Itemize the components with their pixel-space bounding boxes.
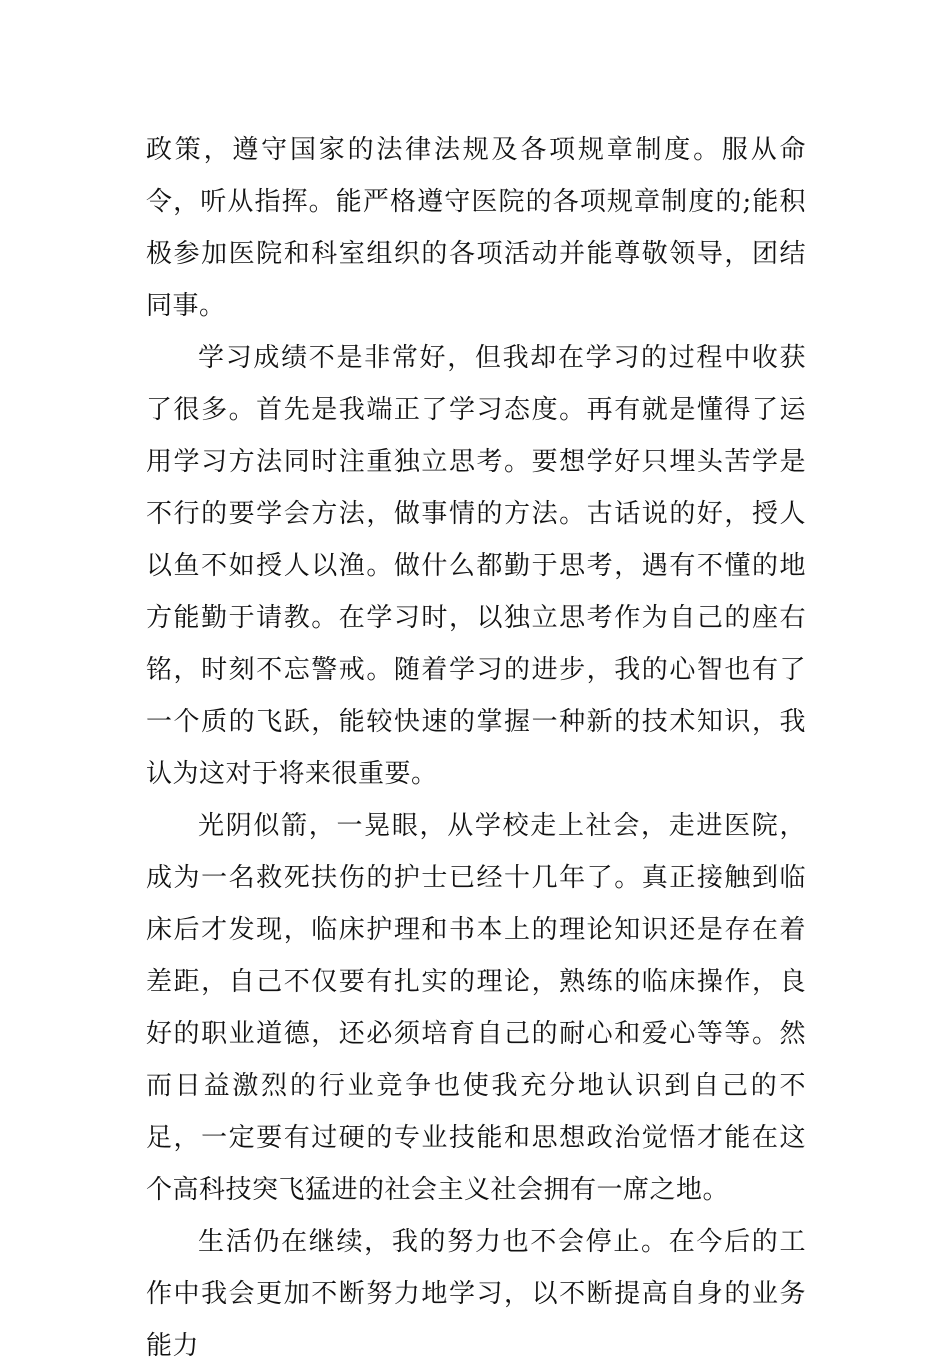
- paragraph-2: 学习成绩不是非常好，但我却在学习的过程中收获了很多。首先是我端正了学习态度。再有就是懂得了运用学习方法同时注重独立思考。要想学好只埋头苦学是不行的要学会方法，做事情的方法。古话说的好，授人以鱼不如授人以渔。做什么都勤于思考，遇有不懂的地方能勤于请教。在学习时，以独立思考作为自己的座右铭，时刻不忘警戒。随着学习的进步，我的心智也有了一个质的飞跃，能较快速的掌握一种新的技术知识，我认为这对于将来很重要。: [146, 343, 806, 789]
- paragraph-3: 光阴似箭，一晃眼，从学校走上社会，走进医院，成为一名救死扶伤的护士已经十几年了。真正接触到临床后才发现，临床护理和书本上的理论知识还是存在着差距，自己不仅要有扎实的理论，熟练的临床操作，良好的职业道德，还必须培育自己的耐心和爱心等等。然而日益激烈的行业竞争也使我充分地认识到自己的不足，一定要有过硬的专业技能和思想政治觉悟才能在这个高科技突飞猛进的社会主义社会拥有一席之地。: [146, 811, 806, 1205]
- paragraph-1: 政策，遵守国家的法律法规及各项规章制度。服从命令，听从指挥。能严格遵守医院的各项规章制度的;能积极参加医院和科室组织的各项活动并能尊敬领导，团结同事。: [146, 135, 806, 321]
- paragraph-4: 生活仍在继续，我的努力也不会停止。在今后的工作中我会更加不断努力地学习，以不断提高自身的业务能力: [146, 1227, 806, 1361]
- document-body: [146, 124, 806, 1372]
